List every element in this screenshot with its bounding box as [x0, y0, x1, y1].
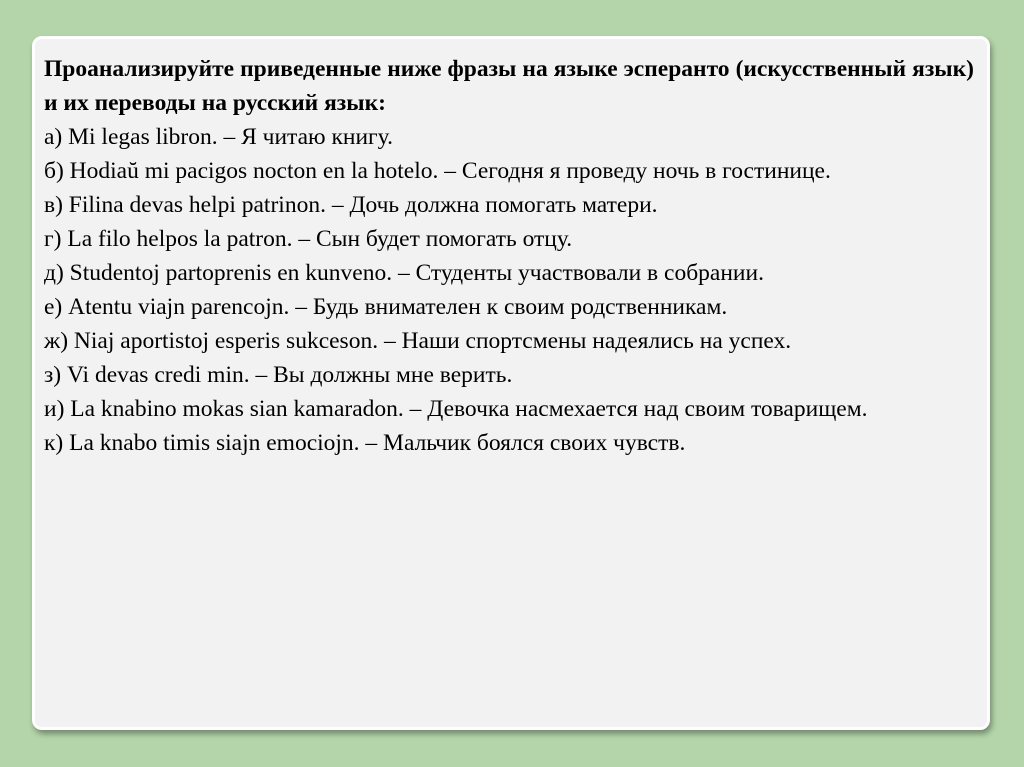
phrase-item-i: и) La knabino mokas sian kamaradon. – Девочка насмехается над своим товарищем.: [44, 396, 868, 422]
slide-content: [44, 52, 974, 460]
phrase-item-a: а) Mi legas libron. – Я читаю книгу.: [44, 124, 393, 150]
phrase-item-b: б) Hodiaŭ mi pacigos nocton en la hotelo. – Сегодня я проведу ночь в гостинице.: [44, 158, 831, 184]
phrase-item-g: г) La filo helpos la patron. – Сын будет помогать отцу.: [44, 226, 573, 252]
task-heading: Проанализируйте приведенные ниже фразы на языке эсперанто (искусственный язык) и их переводы на русский язык:: [44, 56, 974, 116]
phrase-item-zh: ж) Niaj aportistoj esperis sukceson. – Наши спортсмены надеялись на успех.: [44, 328, 792, 354]
phrase-item-d: д) Studentoj partoprenis en kunveno. – Студенты участвовали в собрании.: [44, 260, 764, 286]
phrase-item-e: е) Atentu viajn parencojn. – Будь внимателен к своим родственникам.: [44, 294, 728, 320]
phrase-item-z: з) Vi devas credi min. – Вы должны мне верить.: [44, 362, 513, 388]
phrase-item-k: к) La knabo timis siajn emociojn. – Мальчик боялся своих чувств.: [44, 430, 686, 456]
phrase-item-v: в) Filina devas helpi patrinon. – Дочь должна помогать матери.: [44, 192, 658, 218]
